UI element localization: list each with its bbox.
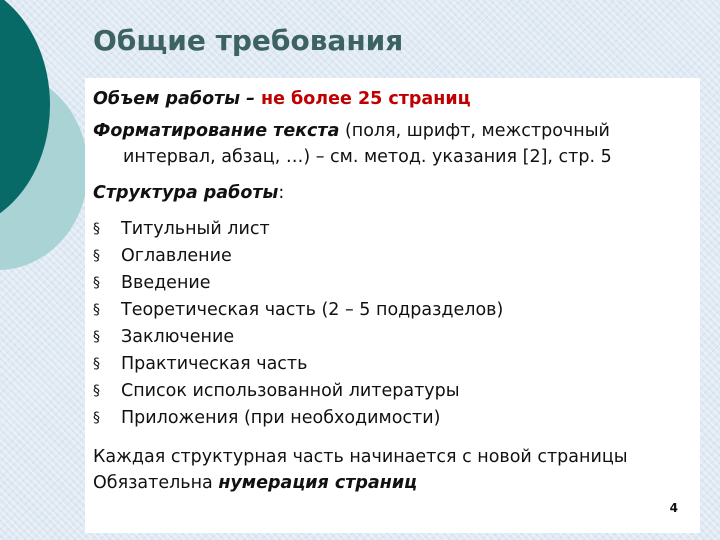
list-item-text: Список использованной литературы <box>121 381 460 401</box>
list-item <box>93 297 690 324</box>
slide-body <box>93 86 690 496</box>
structure-line <box>93 180 690 206</box>
page-number: 4 <box>669 501 678 515</box>
list-item <box>93 243 690 270</box>
list-item <box>93 324 690 351</box>
volume-dash: – <box>240 89 261 109</box>
structure-colon: : <box>278 183 285 203</box>
list-item-text: Теоретическая часть (2 – 5 подразделов) <box>121 300 504 320</box>
footer-line-2-prefix: Обязательна <box>93 473 219 493</box>
content-panel <box>85 78 700 533</box>
formatting-line <box>93 118 690 170</box>
bullet-icon: § <box>93 356 100 372</box>
list-item-text: Введение <box>121 273 211 293</box>
formatting-text: (поля, шрифт, межстрочный интервал, абзац, …) – см. метод. указания [2], стр. 5 <box>123 121 612 167</box>
list-item-text: Оглавление <box>121 246 232 266</box>
list-item <box>93 405 690 432</box>
bullet-icon: § <box>93 383 100 399</box>
list-item <box>93 270 690 297</box>
footer-line-1: Каждая структурная часть начинается с новой страницы <box>93 447 628 467</box>
list-item-text: Заключение <box>121 327 235 347</box>
bullet-icon: § <box>93 275 100 291</box>
bullet-icon: § <box>93 221 100 237</box>
volume-line <box>93 86 690 112</box>
structure-label: Структура работы <box>93 183 279 203</box>
list-item-text: Титульный лист <box>121 219 270 239</box>
list-item-text: Практическая часть <box>121 354 308 374</box>
bullet-icon: § <box>93 329 100 345</box>
list-item-text: Приложения (при необходимости) <box>121 408 441 428</box>
list-item <box>93 351 690 378</box>
volume-label: Объем работы <box>93 89 241 109</box>
slide-title: Общие требования <box>93 24 404 57</box>
structure-list <box>93 216 690 432</box>
formatting-label: Форматирование текста <box>93 121 340 141</box>
bullet-icon: § <box>93 410 100 426</box>
list-item <box>93 216 690 243</box>
footer-line-2 <box>93 470 690 496</box>
footer-notes <box>93 444 690 496</box>
bullet-icon: § <box>93 302 100 318</box>
bullet-icon: § <box>93 248 100 264</box>
footer-line-2-emphasis: нумерация страниц <box>218 473 418 493</box>
list-item <box>93 378 690 405</box>
volume-value: не более 25 страниц <box>261 89 471 109</box>
